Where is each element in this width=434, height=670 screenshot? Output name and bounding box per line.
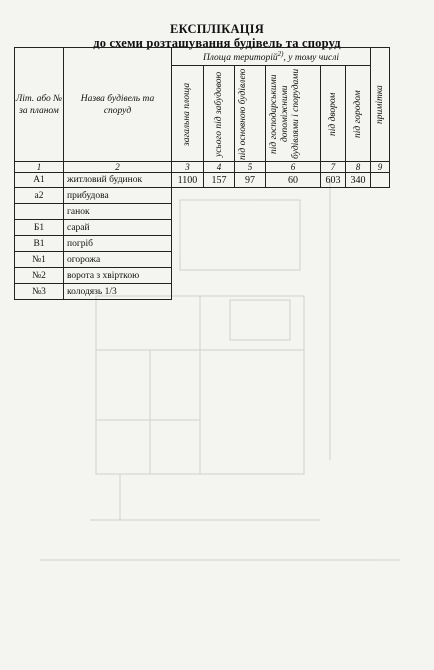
row-yard-area: 603 — [321, 173, 346, 188]
row-code: А1 — [15, 173, 64, 188]
row-total-area: 1100 — [172, 173, 204, 188]
document-subtitle: до схеми розташування будівель та споруд — [93, 36, 341, 50]
row-code: а2 — [15, 188, 64, 204]
table-row — [15, 173, 390, 188]
col-num: 1 — [15, 162, 64, 173]
row-name: ворота з хвірткою — [64, 268, 172, 284]
row-code: №3 — [15, 284, 64, 300]
header-note: примітка — [371, 48, 390, 162]
row-built-area: 157 — [204, 173, 235, 188]
document-title: ЕКСПЛІКАЦІЯ — [170, 22, 264, 36]
row-name: ганок — [64, 204, 172, 220]
col-num: 9 — [371, 162, 390, 173]
row-code: №2 — [15, 268, 64, 284]
table-row — [15, 204, 390, 220]
col-num: 5 — [235, 162, 266, 173]
row-code: №1 — [15, 252, 64, 268]
col-num: 8 — [346, 162, 371, 173]
header-total: загальна площа — [172, 66, 204, 162]
col-num: 6 — [266, 162, 321, 173]
header-built-total: усього під забудовою — [204, 66, 235, 162]
row-name: погріб — [64, 236, 172, 252]
table-row — [15, 188, 390, 204]
header-name: Назва будівель та споруд — [64, 48, 172, 162]
col-num: 3 — [172, 162, 204, 173]
header-area-group: Площа територій$^{2)}$, у тому числі — [172, 48, 371, 66]
header-farm-buildings: під господарськими допоміжними будівлями і спорудами — [266, 66, 321, 162]
row-code: Б1 — [15, 220, 64, 236]
table-row — [15, 252, 390, 268]
header-yard: під двором — [321, 66, 346, 162]
row-name: прибудова — [64, 188, 172, 204]
column-numbers-row — [15, 162, 390, 173]
row-name: колодязь 1/3 — [64, 284, 172, 300]
row-garden-area: 340 — [346, 173, 371, 188]
row-name: огорожа — [64, 252, 172, 268]
row-farm-area: 60 — [266, 173, 321, 188]
col-num: 2 — [64, 162, 172, 173]
header-lit: Літ. або № за планом — [15, 48, 64, 162]
table-row — [15, 284, 390, 300]
header-main-building: під основною будівлею — [235, 66, 266, 162]
row-note — [371, 173, 390, 188]
table-row — [15, 268, 390, 284]
row-main-building-area: 97 — [235, 173, 266, 188]
row-code: В1 — [15, 236, 64, 252]
col-num: 7 — [321, 162, 346, 173]
table-row — [15, 236, 390, 252]
col-num: 4 — [204, 162, 235, 173]
explication-table — [14, 47, 390, 300]
row-name: житловий будинок — [64, 173, 172, 188]
row-name: сарай — [64, 220, 172, 236]
table-row — [15, 220, 390, 236]
row-code — [15, 204, 64, 220]
header-garden: під городом — [346, 66, 371, 162]
